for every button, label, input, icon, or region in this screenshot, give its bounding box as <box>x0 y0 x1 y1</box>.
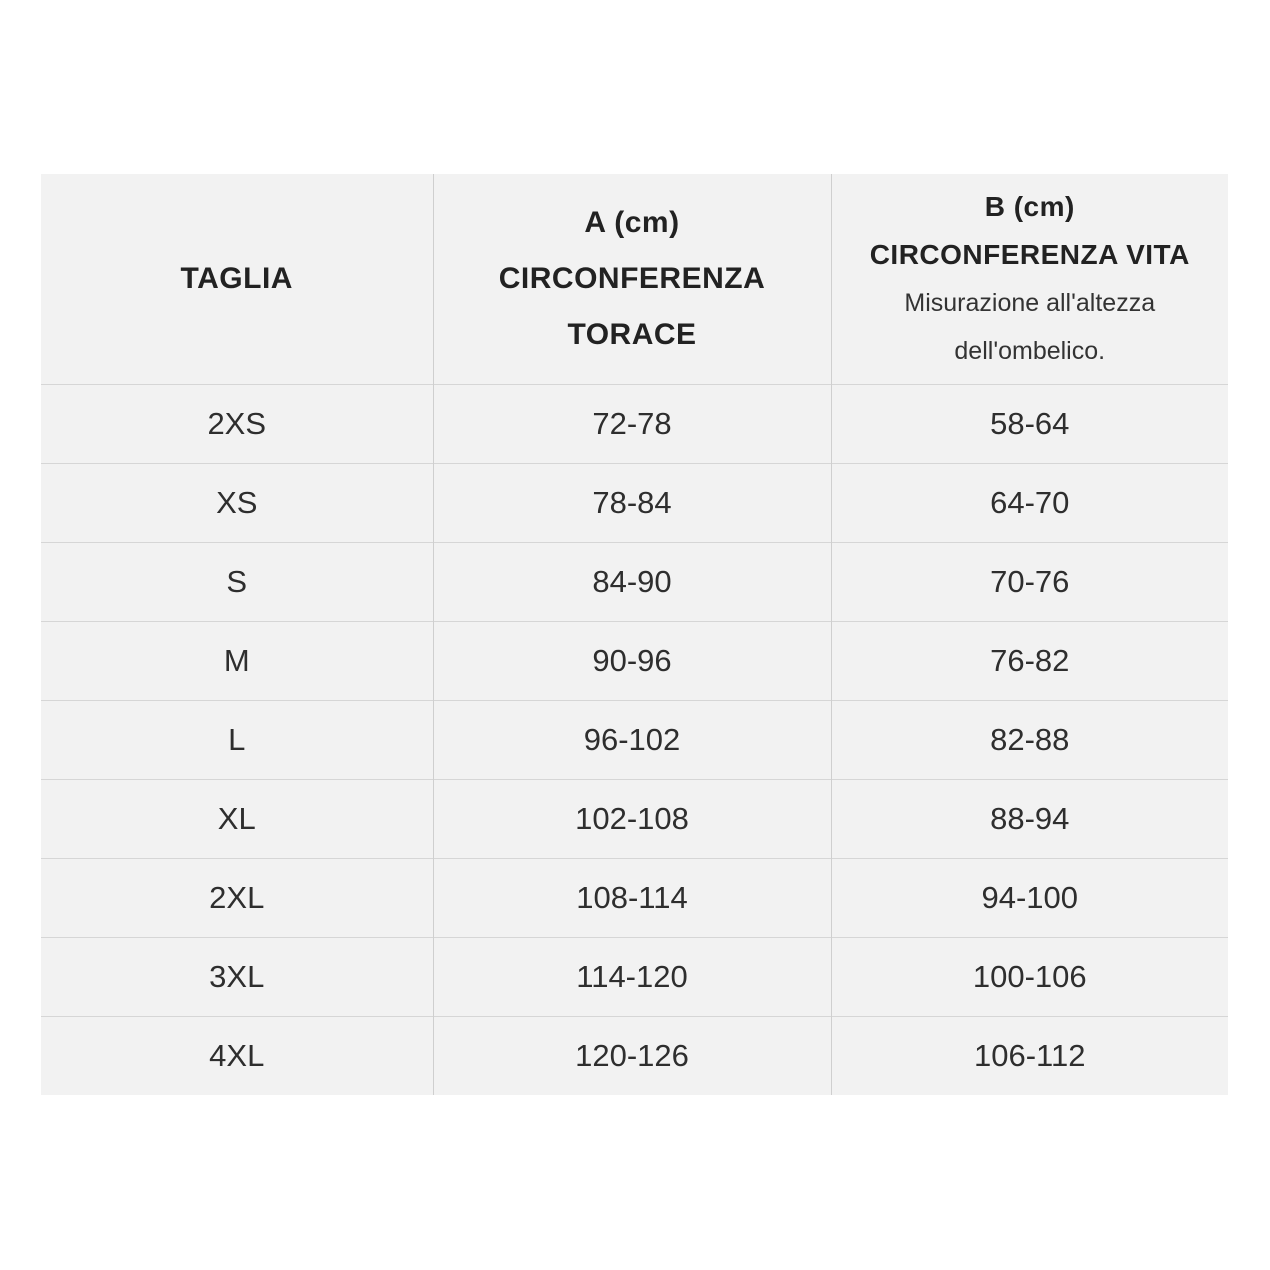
cell-waist: 70-76 <box>831 543 1228 622</box>
cell-waist: 58-64 <box>831 385 1228 464</box>
cell-waist: 106-112 <box>831 1017 1228 1096</box>
header-size <box>41 174 433 385</box>
size-chart-body <box>41 385 1228 1096</box>
cell-chest: 84-90 <box>433 543 831 622</box>
cell-chest: 102-108 <box>433 780 831 859</box>
cell-chest: 96-102 <box>433 701 831 780</box>
table-row <box>41 938 1228 1017</box>
cell-waist: 82-88 <box>831 701 1228 780</box>
cell-chest: 90-96 <box>433 622 831 701</box>
size-chart-table <box>41 174 1228 1095</box>
table-row <box>41 385 1228 464</box>
cell-waist: 76-82 <box>831 622 1228 701</box>
table-row <box>41 701 1228 780</box>
cell-waist: 94-100 <box>831 859 1228 938</box>
header-waist-note-line2: dell'ombelico. <box>954 337 1106 365</box>
table-row <box>41 780 1228 859</box>
cell-size: L <box>41 701 433 780</box>
header-waist-note-line1: Misurazione all'altezza <box>904 289 1156 317</box>
header-chest-line2: TORACE <box>567 318 697 351</box>
header-waist-title: CIRCONFERENZA VITA <box>869 239 1190 270</box>
cell-size: 2XL <box>41 859 433 938</box>
size-chart-header <box>41 174 1228 385</box>
table-row <box>41 543 1228 622</box>
table-row <box>41 464 1228 543</box>
cell-chest: 108-114 <box>433 859 831 938</box>
header-chest-line1: CIRCONFERENZA <box>498 262 766 295</box>
cell-chest: 72-78 <box>433 385 831 464</box>
header-waist-unit: B (cm) <box>984 191 1075 222</box>
cell-size: 4XL <box>41 1017 433 1096</box>
cell-size: 3XL <box>41 938 433 1017</box>
header-chest <box>433 174 831 385</box>
header-size-label: TAGLIA <box>180 262 293 295</box>
header-waist <box>831 174 1228 385</box>
header-row <box>41 174 1228 385</box>
cell-chest: 120-126 <box>433 1017 831 1096</box>
cell-size: S <box>41 543 433 622</box>
cell-chest: 114-120 <box>433 938 831 1017</box>
cell-waist: 64-70 <box>831 464 1228 543</box>
cell-chest: 78-84 <box>433 464 831 543</box>
header-chest-unit: A (cm) <box>584 206 680 239</box>
cell-size: M <box>41 622 433 701</box>
table-row <box>41 859 1228 938</box>
table-row <box>41 622 1228 701</box>
cell-size: 2XS <box>41 385 433 464</box>
cell-waist: 100-106 <box>831 938 1228 1017</box>
cell-size: XS <box>41 464 433 543</box>
table-row <box>41 1017 1228 1096</box>
cell-waist: 88-94 <box>831 780 1228 859</box>
cell-size: XL <box>41 780 433 859</box>
